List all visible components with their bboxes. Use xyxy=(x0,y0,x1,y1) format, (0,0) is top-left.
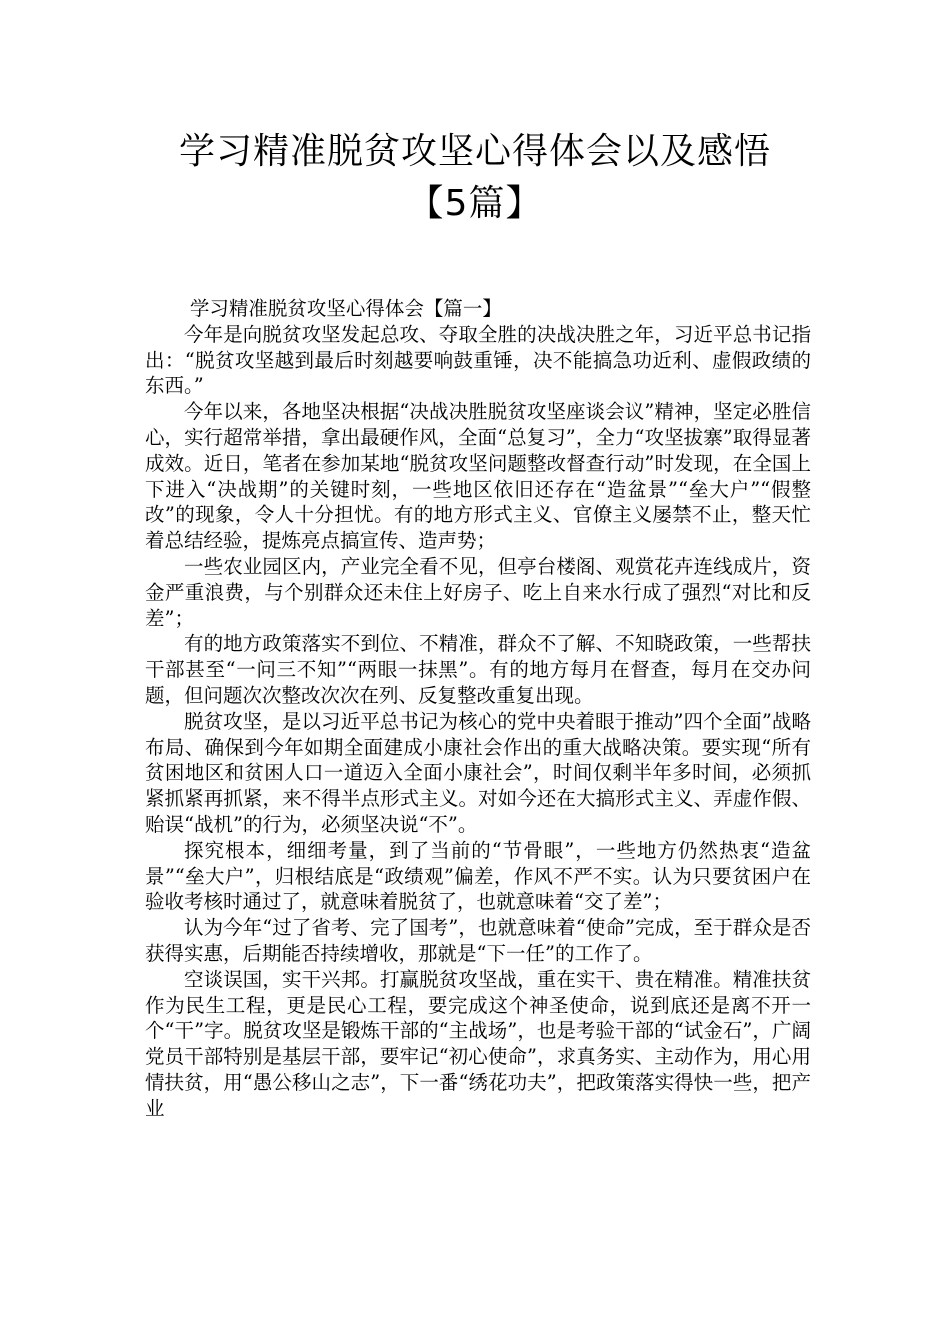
section-heading: 学习精准脱贫攻坚心得体会【篇一】 xyxy=(189,297,502,320)
paragraph: 一些农业园区内，产业完全看不见，但亭台楼阁、观赏花卉连线成片，资金严重浪费，与个别群众还未住上好房子、吃上自来水行成了强烈“对比和反差”； xyxy=(145,554,811,630)
document-title xyxy=(100,126,850,230)
paragraph: 探究根本，细细考量，到了当前的“节骨眼”，一些地方仍然热衷“造盆景”“垒大户”，归根结底是“政绩观”偏差，作风不严不实。认为只要贫困户在验收考核时通过了，就意味着脱贫了，也就意味着“交了差”； xyxy=(145,838,811,914)
paragraph: 今年是向脱贫攻坚发起总攻、夺取全胜的决战决胜之年，习近平总书记指出：“脱贫攻坚越到最后时刻越要响鼓重锤，决不能搞急功近利、虚假政绩的东西。” xyxy=(145,322,811,398)
paragraph: 空谈误国，实干兴邦。打赢脱贫攻坚战，重在实干、贵在精准。精准扶贫作为民生工程，更是民心工程，要完成这个神圣使命，说到底还是离不开一个“干”字。脱贫攻坚是锻炼干部的“主战场”，也是考验干部的“试金石”，广阔党员干部特别是基层干部，要牢记“初心使命”，求真务实、主动作为，用心用情扶贫，用“愚公移山之志”，下一番“绣花功夫”，把政策落实得快一些，把产业 xyxy=(145,967,811,1120)
title-line-1: 学习精准脱贫攻坚心得体会以及感悟 xyxy=(178,131,771,172)
paragraph: 脱贫攻坚，是以习近平总书记为核心的党中央着眼于推动”四个全面”战略布局、确保到今年如期全面建成小康社会作出的重大战略决策。要实现“所有贫困地区和贫困人口一道迈入全面小康社会”，时间仅剩半年多时间，必须抓紧抓紧再抓紧，来不得半点形式主义。对如今还在大搞形式主义、弄虚作假、贻误“战机”的行为，必须坚决说“不”。 xyxy=(145,709,811,836)
paragraph: 今年以来，各地坚决根据“决战决胜脱贫攻坚座谈会议”精神，坚定必胜信心，实行超常举措，拿出最硬作风，全面“总复习”，全力“攻坚拔寨”取得显著成效。近日，笔者在参加某地“脱贫攻坚问题整改督查行动”时发现，在全国上下进入“决战期”的关键时刻，一些地区依旧还存在“造盆景”“垒大户”“假整改”的现象，令人十分担忧。有的地方形式主义、官僚主义屡禁不止，整天忙着总结经验，提炼亮点搞宣传、造声势； xyxy=(145,400,811,553)
paragraph: 认为今年“过了省考、完了国考”，也就意味着“使命”完成，至于群众是否获得实惠，后期能否持续增收，那就是“下一任”的工作了。 xyxy=(145,916,811,965)
paragraph: 有的地方政策落实不到位、不精准，群众不了解、不知晓政策，一些帮扶干部甚至“一问三不知”“两眼一抹黑”。有的地方每月在督查，每月在交办问题，但问题次次整改次次在列、反复整改重复出现。 xyxy=(145,632,811,707)
title-line-2: 【5篇】 xyxy=(407,183,543,224)
document-body xyxy=(145,296,811,1122)
